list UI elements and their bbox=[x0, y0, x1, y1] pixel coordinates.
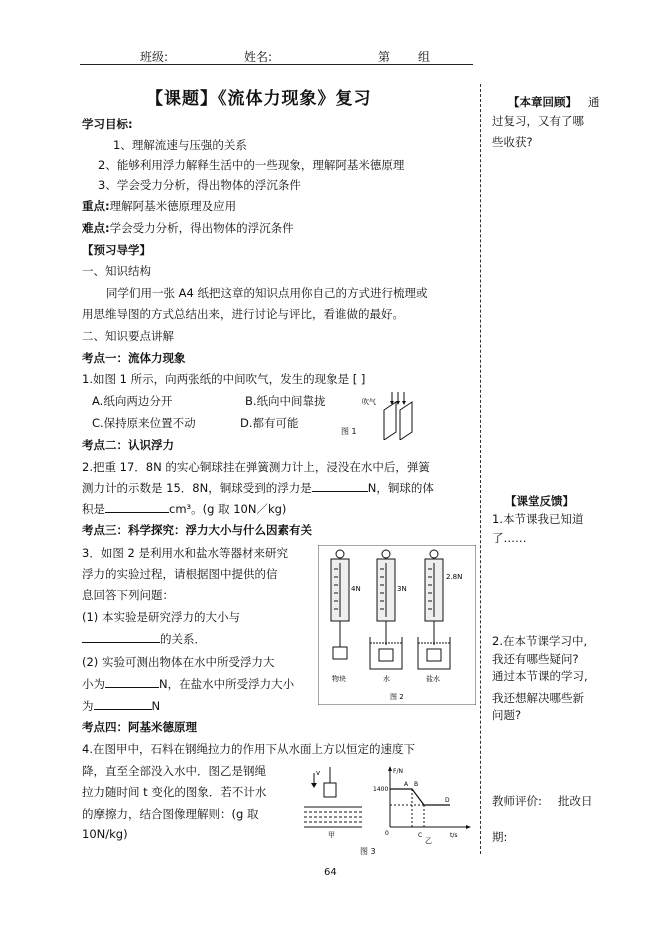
label-object: 物块 bbox=[332, 675, 346, 683]
answer-blank-brine-force[interactable] bbox=[94, 698, 152, 710]
arrow-head bbox=[402, 401, 406, 405]
force-curve bbox=[390, 789, 450, 805]
axis-x-label: t/s bbox=[450, 832, 458, 839]
reading-water: 3N bbox=[397, 585, 407, 593]
figure-3-yi-graph bbox=[373, 766, 471, 845]
topic3-q2-line bbox=[82, 698, 160, 714]
reading-brine: 2.8N bbox=[446, 573, 463, 581]
point-b: B bbox=[414, 781, 419, 788]
topic2-text: N，铜球的体 bbox=[367, 481, 434, 495]
topic1-heading: 考点一：流体力现象 bbox=[82, 351, 186, 365]
label-jia: 甲 bbox=[328, 831, 335, 839]
topic4-line: 的摩擦力，结合图像理解则：(g 取 bbox=[82, 807, 259, 821]
answer-blank-buoyancy[interactable] bbox=[312, 480, 368, 492]
group-prefix: 第 bbox=[378, 50, 391, 64]
topic3-text: N bbox=[151, 699, 161, 713]
column-divider bbox=[480, 84, 481, 854]
topic2-text: 测力计的示数是 15．8N，铜球受到的浮力是 bbox=[82, 481, 312, 495]
reading-air: 4N bbox=[351, 585, 361, 593]
review-line: 些收获? bbox=[492, 135, 533, 149]
x-tick-label: 0 bbox=[385, 830, 389, 837]
correction-date-label: 批改日 bbox=[558, 794, 593, 808]
objective-item: 3、学会受力分析，得出物体的浮沉条件 bbox=[98, 178, 301, 192]
class-label: 班级: bbox=[140, 50, 169, 64]
feedback-line: 了…… bbox=[492, 531, 527, 545]
topic3-text: N，在盐水中所受浮力大小 bbox=[159, 677, 295, 691]
topic4-line: 10N/kg) bbox=[82, 827, 128, 841]
section2-heading: 二、知识要点讲解 bbox=[82, 329, 174, 343]
label-velocity: v bbox=[316, 769, 321, 777]
feedback-line: 通过本节课的学习, bbox=[492, 669, 588, 683]
option-b: B.纸向中间靠拢 bbox=[245, 394, 326, 408]
topic4-line: 降，直至全部没入水中．图乙是钢绳 bbox=[82, 764, 266, 778]
point-d: D bbox=[445, 797, 450, 804]
figure-3-diagram bbox=[300, 765, 472, 845]
topic3-q2: (2) 实验可测出物体在水中所受浮力大 bbox=[82, 655, 275, 669]
key-point-label: 重点: bbox=[82, 199, 110, 213]
spring-scale-air bbox=[331, 550, 361, 659]
topic3-line: 息回答下列问题： bbox=[82, 588, 174, 602]
answer-blank-volume[interactable] bbox=[105, 501, 169, 513]
topic3-text: 小为 bbox=[82, 677, 105, 691]
section1-line: 同学们用一张 A4 纸把这章的知识点用你自己的方式进行梳理或 bbox=[106, 286, 428, 300]
paper-sheet bbox=[384, 402, 396, 440]
section1-line: 用思维导图的方式总结出来，进行讨论与评比，看谁做的最好。 bbox=[82, 307, 404, 321]
objective-item: 2、能够利用浮力解释生活中的一些现象，理解阿基米德原理 bbox=[98, 158, 405, 172]
topic3-line: 3．如图 2 是利用水和盐水等器材来研究 bbox=[82, 546, 288, 560]
paper-sheet bbox=[400, 402, 412, 440]
point-a: A bbox=[404, 781, 409, 788]
figure-2-caption: 图 2 bbox=[390, 693, 404, 701]
topic3-heading: 考点三：科学探究：浮力大小与什么因素有关 bbox=[82, 523, 312, 537]
difficult-point-text: 学会受力分析，得出物体的浮沉条件 bbox=[109, 221, 294, 235]
objective-item: 1、理解流速与压强的关系 bbox=[113, 138, 247, 152]
topic3-q2-line bbox=[82, 676, 294, 692]
label-brine: 盐水 bbox=[426, 675, 440, 683]
review-heading: 【本章回顾】 bbox=[508, 95, 577, 109]
axis-y-label: F/N bbox=[393, 768, 403, 775]
answer-blank-water-force[interactable] bbox=[105, 676, 159, 688]
teacher-eval-label: 教师评价: bbox=[492, 794, 542, 808]
option-c: C.保持原来位置不动 bbox=[92, 416, 196, 430]
figure-2-experiment bbox=[318, 545, 476, 705]
option-a: A.纸向两边分开 bbox=[92, 394, 173, 408]
page-title: 【课题】《流体力现象》复习 bbox=[146, 89, 372, 109]
figure-3-caption: 图 3 bbox=[360, 847, 376, 856]
label-yi: 乙 bbox=[425, 837, 432, 845]
feedback-line: 2.在本节课学习中, bbox=[492, 634, 588, 648]
group-suffix: 组 bbox=[418, 50, 431, 64]
topic2-line: 2.把重 17．8N 的实心铜球挂在弹簧测力计上，浸没在水中后，弹簧 bbox=[82, 460, 430, 474]
figure-3-jia bbox=[304, 767, 362, 839]
topic3-text: 为 bbox=[82, 699, 94, 713]
header-rule bbox=[80, 64, 473, 65]
topic2-line bbox=[82, 480, 434, 496]
topic4-line: 4.在图甲中，石料在钢绳拉力的作用下从水面上方以恒定的速度下 bbox=[82, 742, 415, 756]
feedback-line: 问题? bbox=[492, 708, 522, 722]
topic4-heading: 考点四：阿基米德原理 bbox=[82, 720, 197, 734]
option-d: D.都有可能 bbox=[240, 416, 299, 430]
topic2-text: 积是 bbox=[82, 502, 105, 516]
figure-1-caption: 图 1 bbox=[341, 427, 357, 436]
topic1-question: 1.如图 1 所示，向两张纸的中间吹气，发生的现象是 [ ] bbox=[82, 372, 366, 386]
point-c: C bbox=[418, 832, 423, 839]
answer-blank-factor[interactable] bbox=[82, 631, 160, 643]
name-label: 姓名: bbox=[244, 50, 273, 64]
page-number: 64 bbox=[324, 867, 337, 878]
spring-scale-water bbox=[370, 550, 407, 669]
topic3-q1: (1) 本实验是研究浮力的大小与 bbox=[82, 610, 240, 624]
review-line: 过复习，又有了哪 bbox=[492, 114, 584, 128]
topic3-text: 的关系． bbox=[160, 632, 206, 646]
label-water: 水 bbox=[383, 675, 390, 683]
arrow-head bbox=[396, 401, 400, 405]
section1-heading: 一、知识结构 bbox=[82, 264, 151, 278]
feedback-line: 我还有哪些疑问? bbox=[492, 652, 579, 666]
topic3-line: 浮力的实验过程，请根据图中提供的信 bbox=[82, 567, 278, 581]
difficult-point bbox=[82, 220, 294, 236]
review-line: 通 bbox=[588, 95, 600, 109]
topic2-heading: 考点二：认识浮力 bbox=[82, 438, 174, 452]
objectives-heading: 学习目标: bbox=[82, 117, 133, 131]
figure-1-paper-diagram bbox=[360, 388, 440, 440]
period-label: 期: bbox=[492, 830, 508, 844]
feedback-line: 1.本节课我已知道 bbox=[492, 512, 584, 526]
spring-scale-brine bbox=[418, 550, 462, 669]
topic2-line bbox=[82, 501, 286, 517]
topic2-text: cm³。(g 取 10N／kg) bbox=[169, 502, 287, 516]
topic3-q1-line bbox=[82, 631, 206, 647]
figure-1-label: 吹气 bbox=[362, 398, 376, 406]
feedback-heading: 【课堂反馈】 bbox=[505, 494, 574, 508]
preview-heading: 【预习导学】 bbox=[82, 243, 151, 257]
feedback-line: 我还想解决哪些新 bbox=[492, 691, 584, 705]
y-tick-label: 1400 bbox=[373, 786, 389, 793]
difficult-point-label: 难点: bbox=[82, 221, 110, 235]
topic4-line: 拉力随时间 t 变化的图象．若不计水 bbox=[82, 785, 267, 799]
key-point bbox=[82, 198, 236, 214]
key-point-text: 理解阿基米德原理及应用 bbox=[109, 199, 237, 213]
